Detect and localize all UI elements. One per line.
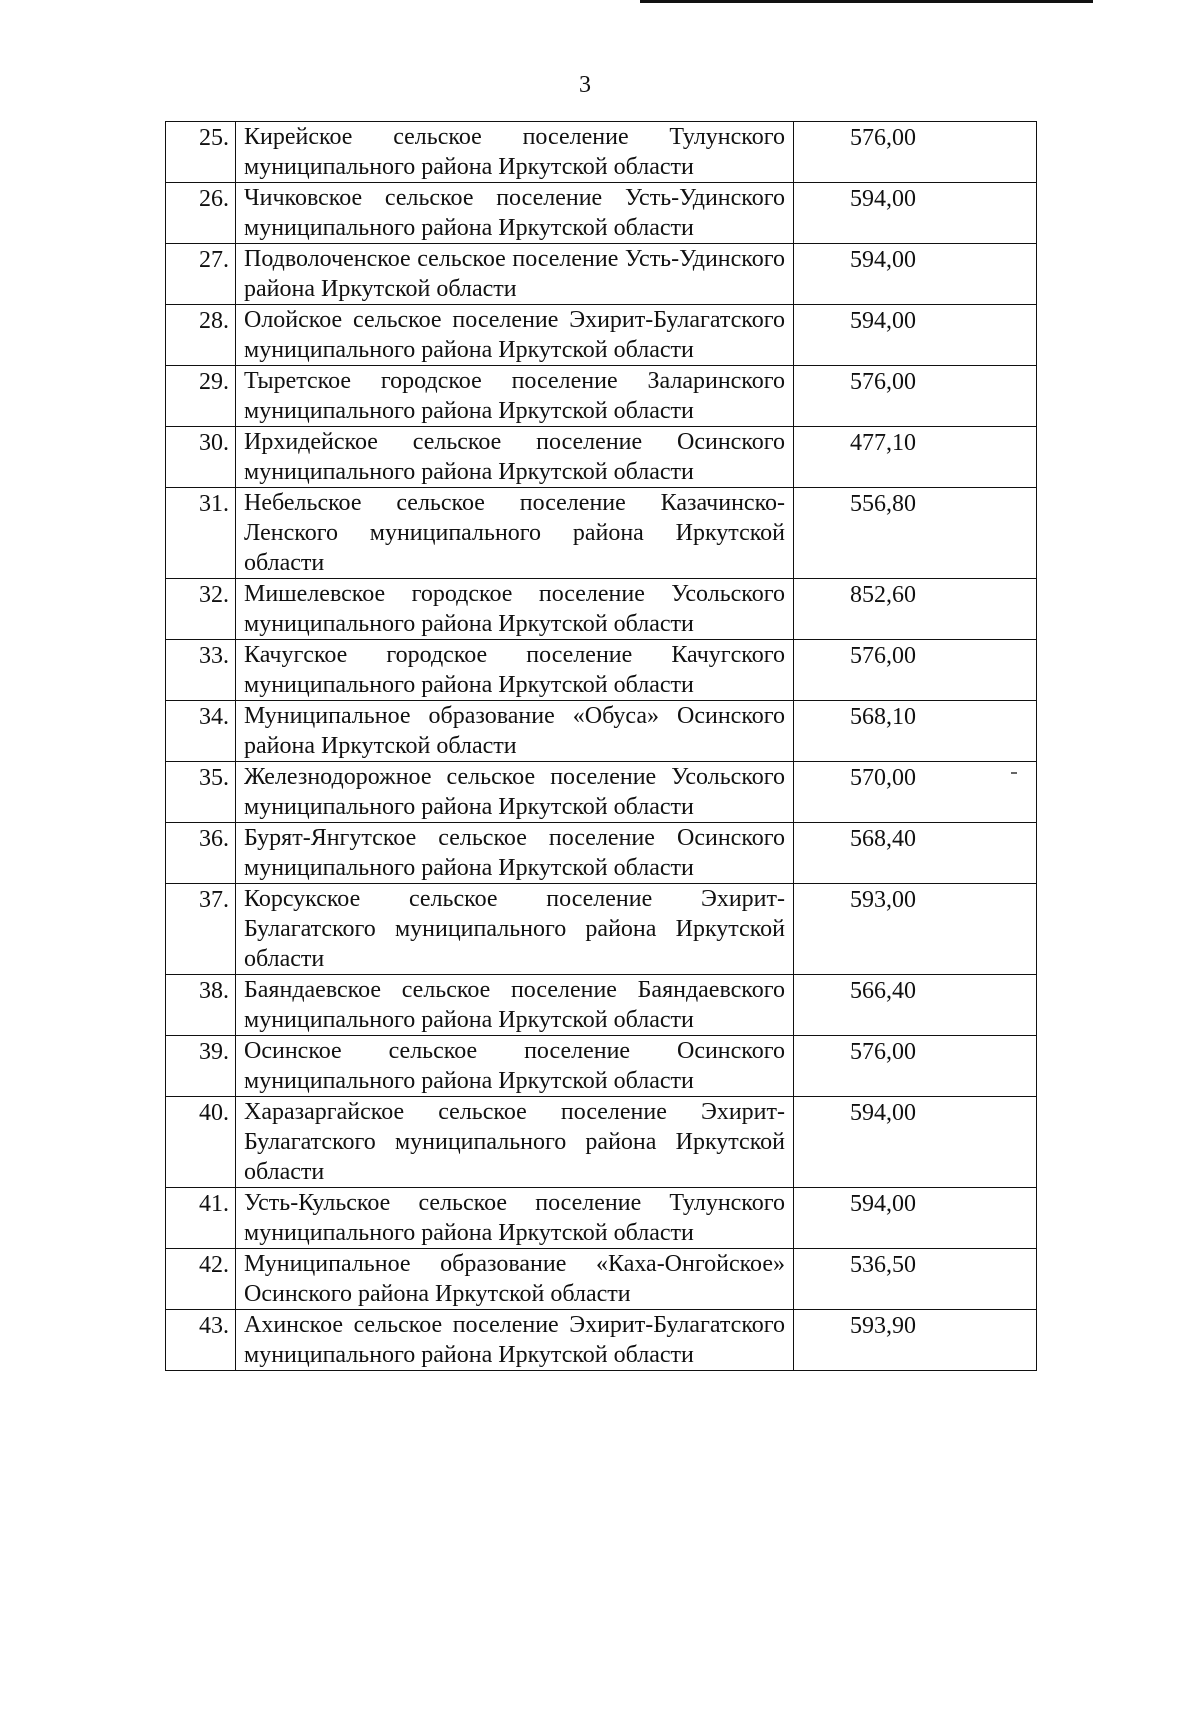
row-number: 26.	[166, 183, 236, 244]
table-row	[166, 1097, 1037, 1188]
amount-value: 556,80	[794, 488, 1037, 579]
row-number: 29.	[166, 366, 236, 427]
settlement-name: Муниципальное образование «Каха-Онгойское» Осинского района Иркутской области	[236, 1249, 794, 1310]
amount-value: 576,00	[794, 122, 1037, 183]
amount-value: 536,50	[794, 1249, 1037, 1310]
top-rule	[640, 0, 1093, 3]
settlement-name: Осинское сельское поселение Осинского муниципального района Иркутской области	[236, 1036, 794, 1097]
settlement-name: Железнодорожное сельское поселение Усольского муниципального района Иркутской области	[236, 762, 794, 823]
row-number: 34.	[166, 701, 236, 762]
row-number: 33.	[166, 640, 236, 701]
table-row	[166, 122, 1037, 183]
amount-value: 576,00	[794, 366, 1037, 427]
settlement-name: Олойское сельское поселение Эхирит-Булагатского муниципального района Иркутской области	[236, 305, 794, 366]
table-row	[166, 305, 1037, 366]
settlement-name: Бурят-Янгутское сельское поселение Осинского муниципального района Иркутской области	[236, 823, 794, 884]
settlement-name: Небельское сельское поселение Казачинско-Ленского муниципального района Иркутской области	[236, 488, 794, 579]
row-number: 38.	[166, 975, 236, 1036]
row-number: 40.	[166, 1097, 236, 1188]
row-number: 27.	[166, 244, 236, 305]
table-row	[166, 1188, 1037, 1249]
row-number: 35.	[166, 762, 236, 823]
table-row	[166, 427, 1037, 488]
row-number: 43.	[166, 1310, 236, 1371]
table-row	[166, 1036, 1037, 1097]
table-row	[166, 640, 1037, 701]
amount-value: 593,00	[794, 884, 1037, 975]
amount-value: 477,10	[794, 427, 1037, 488]
row-number: 41.	[166, 1188, 236, 1249]
table-row	[166, 884, 1037, 975]
row-number: 31.	[166, 488, 236, 579]
table-row	[166, 366, 1037, 427]
amount-value: 568,40	[794, 823, 1037, 884]
settlements-table	[165, 121, 1037, 1371]
settlement-name: Усть-Кульское сельское поселение Тулунского муниципального района Иркутской области	[236, 1188, 794, 1249]
amount-value: 594,00	[794, 305, 1037, 366]
settlement-name: Корсукское сельское поселение Эхирит-Булагатского муниципального района Иркутской области	[236, 884, 794, 975]
table-row	[166, 488, 1037, 579]
settlement-name: Подволоченское сельское поселение Усть-Удинского района Иркутской области	[236, 244, 794, 305]
row-number: 36.	[166, 823, 236, 884]
table-row	[166, 244, 1037, 305]
amount-value: 852,60	[794, 579, 1037, 640]
table-row	[166, 823, 1037, 884]
settlement-name: Харазаргайское сельское поселение Эхирит-Булагатского муниципального района Иркутской области	[236, 1097, 794, 1188]
settlement-name: Ахинское сельское поселение Эхирит-Булагатского муниципального района Иркутской области	[236, 1310, 794, 1371]
settlement-name: Чичковское сельское поселение Усть-Удинского муниципального района Иркутской области	[236, 183, 794, 244]
settlement-name: Баяндаевское сельское поселение Баяндаевского муниципального района Иркутской области	[236, 975, 794, 1036]
table-body	[166, 122, 1037, 1371]
table-row	[166, 1310, 1037, 1371]
table-row	[166, 183, 1037, 244]
table-row	[166, 579, 1037, 640]
settlement-name: Мишелевское городское поселение Усольского муниципального района Иркутской области	[236, 579, 794, 640]
settlement-name: Кирейское сельское поселение Тулунского муниципального района Иркутской области	[236, 122, 794, 183]
amount-value: 593,90	[794, 1310, 1037, 1371]
settlement-name: Ирхидейское сельское поселение Осинского муниципального района Иркутской области	[236, 427, 794, 488]
settlement-name: Тыретское городское поселение Заларинского муниципального района Иркутской области	[236, 366, 794, 427]
settlement-name: Муниципальное образование «Обуса» Осинского района Иркутской области	[236, 701, 794, 762]
row-number: 37.	[166, 884, 236, 975]
amount-value: 594,00	[794, 244, 1037, 305]
page-number: 3	[579, 72, 591, 98]
table-row	[166, 975, 1037, 1036]
table-row	[166, 762, 1037, 823]
row-number: 28.	[166, 305, 236, 366]
amount-value: 594,00	[794, 1097, 1037, 1188]
row-number: 32.	[166, 579, 236, 640]
row-number: 39.	[166, 1036, 236, 1097]
amount-value: 568,10	[794, 701, 1037, 762]
table-row	[166, 701, 1037, 762]
row-number: 30.	[166, 427, 236, 488]
amount-value: 566,40	[794, 975, 1037, 1036]
settlement-name: Качугское городское поселение Качугского муниципального района Иркутской области	[236, 640, 794, 701]
row-number: 42.	[166, 1249, 236, 1310]
amount-value: 594,00	[794, 1188, 1037, 1249]
row-number: 25.	[166, 122, 236, 183]
table-row	[166, 1249, 1037, 1310]
amount-value: 570,00	[794, 762, 1037, 823]
amount-value: 576,00	[794, 640, 1037, 701]
amount-value: 594,00	[794, 183, 1037, 244]
amount-value: 576,00	[794, 1036, 1037, 1097]
